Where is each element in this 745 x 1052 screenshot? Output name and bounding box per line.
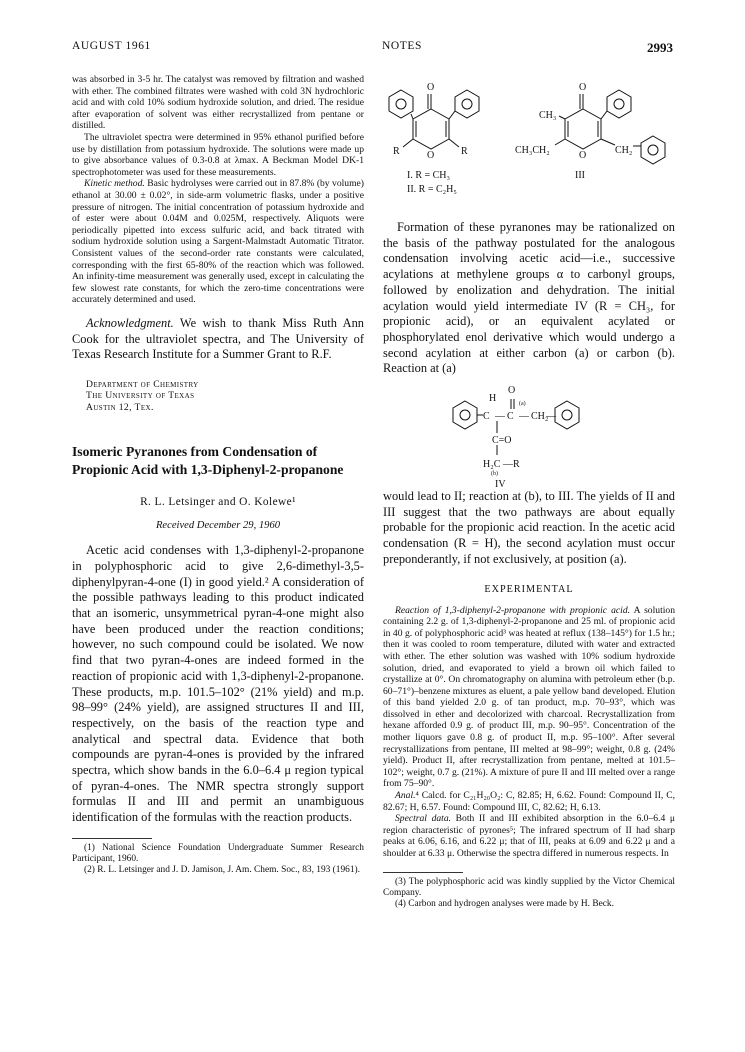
reaction-label: Reaction of 1,3-diphenyl-2-propanone with propionic acid. (395, 604, 631, 616)
discussion-paragraph-2: would lead to II; reaction at (b), to III. The yields of II and III suggest that the two pathways are about equally probable for the propionic acid reaction. In the acetic acid condensation (R = H), the second acylation must occur preponderantly, if not exclusively, at position (a). (383, 489, 675, 566)
left-column (72, 74, 364, 876)
spectral-label: Spectral data. (395, 813, 452, 825)
carbonyl-o-1: O (427, 82, 435, 93)
ethyl-label-III: CH₃CH₂ (515, 145, 550, 156)
intro-paragraph-1: was absorbed in 3-5 hr. The catalyst was removed by filtration and washed with ether. The combined filtrates were washed with cold 3N hydrochloric acid and with cold 10% sodium hydroxide solution, and dried. The residue after evaporation of solvent was either recrystallized from pentane or distilled. (72, 74, 364, 132)
page-number: 2993 (647, 40, 673, 55)
iv-position-a: (a) (519, 401, 526, 408)
article-authors: R. L. Letsinger and O. Kolewe¹ (140, 496, 296, 509)
received-date: Received December 29, 1960 (155, 520, 281, 532)
affiliation-department: Department of Chemistry (86, 378, 199, 390)
iv-dash-2: — (519, 411, 529, 423)
methylene-label-III: CH₂ (615, 145, 633, 156)
phenyl-ring-3 (607, 90, 631, 118)
body-paragraph: Acetic acid condenses with 1,3-diphenyl-2-propanone in polyphosphoric acid to give 2,6-dimethyl-3,5-diphenylpyran-4-one (I) in good yield.² A consideration of the possible pathways leading to this product indicated that an isomeric, unsymmetrical pyran-4-one might also have been produced under the reaction conditions; however, no such compound could be isolated. We now find that two pyran-4-ones are indeed formed in the reaction of propionic acid with 1,3-diphenyl-2-propanone. These products, m.p. 101.5–102° (21% yield) and m.p. 98–99° (24% yield), are assigned structures II and III, respectively, on the basis of the reaction type and analytical and spectral data. Evidence that both compounds are pyran-4-ones is provided by the infrared spectra, which show bands in the 6.0–6.4 μ region typical of pyran-4-ones. The NMR spectra strongly support formulas II and III and permit an unambiguous identification of the formulas with the reaction products. (72, 543, 364, 825)
spectral-text: Both II and III exhibited absorption in the 6.0–6.4 μ region characteristic of pyrones⁵; The infrared spectrum of II had sharp peaks at 6.06, 6.16, and 6.22 μ; that of III, peaks at 6.09 and 6.22 μ and a shoulder at 6.33 μ. Otherwise the spectra differed in numerous respects. In (383, 813, 675, 860)
phenyl-ring-4 (641, 136, 665, 164)
compound-label-I: I. R = CH₃ (407, 170, 451, 181)
experimental-heading: EXPERIMENTAL (484, 583, 574, 595)
substituent-r-left: R (393, 146, 400, 157)
phenyl-ring-1 (389, 90, 413, 118)
affiliation (86, 379, 364, 413)
footnote-divider (72, 838, 152, 839)
iv-oxygen: O (508, 385, 516, 397)
iv-carbon-2: C (507, 411, 514, 423)
kinetic-method-paragraph (72, 178, 364, 306)
pyranone-ring-3 (565, 109, 601, 149)
compound-label-II: II. R = C₂H₅ (407, 184, 457, 195)
acknowledgment-paragraph (72, 316, 364, 363)
analysis-text: ⁴ Calcd. for C₂₁H₂₀O₂: C, 82.85; H, 6.62. Found: Compound II, C, 82.67; H, 6.57. Found: Compound III, C, 82.62; H, 6.13. (383, 790, 675, 813)
footnote-divider-right (383, 872, 463, 873)
iv-methylene: CH₂ (531, 411, 549, 423)
affiliation-city: Austin 12, Tex. (86, 401, 154, 413)
reaction-paragraph (383, 605, 675, 791)
intro-paragraph-2: The ultraviolet spectra were determined in 95% ethanol purified before use by distillation from potassium hydroxide. The solutions were made up to give absorbance values of 0.3-0.8 at λmax. A Beckman Model DK-1 spectrophotometer was used for these measurements. (72, 131, 364, 178)
kinetic-method-label: Kinetic method. (84, 178, 145, 190)
analysis-paragraph (383, 790, 675, 813)
ring-o-3: O (579, 150, 587, 161)
running-head-section: NOTES (382, 40, 423, 52)
iv-hydrogen: H (489, 393, 497, 405)
phenyl-ring-iv-left (453, 401, 477, 429)
pyranone-ring-1 (413, 109, 449, 149)
compound-label-III: III (575, 170, 585, 181)
iv-carbon-1: C (483, 411, 490, 423)
intermediate-iv-figure (383, 377, 675, 489)
ring-o-1: O (427, 150, 435, 161)
affiliation-university: The University of Texas (86, 390, 195, 402)
acknowledgment-text: We wish to thank Miss Ruth Ann Cook for the ultraviolet spectra, and The University of Texas Research Institute for a Summer Grant to R.F. (72, 315, 364, 362)
spectral-paragraph (383, 813, 675, 859)
phenyl-ring-2 (455, 90, 479, 118)
analysis-label: Anal. (395, 790, 416, 802)
article-title: Isomeric Pyranones from Condensation of Propionic Acid with 1,3-Diphenyl-2-propanone (72, 444, 344, 478)
iv-h2c: H₂C (483, 459, 501, 471)
reaction-text: A solution containing 2.2 g. of 1,3-diphenyl-2-propanone and 25 ml. of propionic acid in 40 g. of polyphosphoric acid³ was heated at reflux (138–145°) for 1.5 hr.; then it was cooled to room temperature, diluted with water and extracted with ether. The ether solution was washed with 10% sodium hydroxide solution, dried, and evaporated to yield a brown oil which failed to crystallize at 0°. On chromatography on alumina with petroleum ether (b.p. 60–71°)–benzene mixtures as eluent, a pale yellow band developed. Elution of this band yielded 2.0 g. of tan product, m.p. 70–93°, which was dissolved in ether and decolorized with charcoal. Recrystallization from hexane afforded 0.9 g. of product III, m.p. 90–95°. Concentration of the mother liquors gave 0.8 g. of product II, m.p. 95–100°. After several recrystallizations from pentane, III melted at 98–99°; weight, 0.8 g. (24% yield). Product II, after recrystallization from pentane, melted at 101.5–102°; weight, 0.7 g. (21%). A mixture of pure II and III melted over a range from 75–90°. (383, 604, 675, 790)
iv-r: —R (503, 459, 520, 471)
substituent-r-right: R (461, 146, 468, 157)
iv-dash-1: — (495, 411, 505, 423)
running-head-date: AUGUST 1961 (72, 40, 151, 52)
right-column (383, 74, 675, 910)
methyl-label-III: CH₃ (539, 110, 557, 121)
footnote-3: (3) The polyphosphoric acid was kindly supplied by the Victor Chemical Company. (383, 876, 675, 898)
discussion-paragraph-1: Formation of these pyranones may be rationalized on the basis of the pathway postulated for the analogous condensation involving acetic acid—i.e., successive acylations at methylene groups α to carbonyl groups, followed by enolization and dehydration. The initial acylation would yield intermediate IV (R = CH₃, for propionic acid), or an equivalent acylated or phosphorylated enol derivative which would undergo a second acylation at either carbon (a) or carbon (b). Reaction at (a) (383, 220, 675, 376)
kinetic-method-text: Basic hydrolyses were carried out in 87.8% (by volume) ethanol at 30.00 ± 0.02°, in side-arm volumetric flasks, under a positive pressure of nitrogen. The initial concentration of potassium hydroxide and of ester were about 0.04M and 0.025M, respectively. Aliquots were periodically pipetted into excess sulfuric acid, and back titrated with sodium hydroxide solution using a Sargent-Malmstadt Automatic Titrator. Consistent values of the second-order rate constants were calculated, corresponding with the first 65-80% of the reaction which was followed. An infinity-time measurement was generally used, except in calculating the few slowest rate constants, for which the zero-time concentrations were accurately determined and used. (72, 178, 365, 306)
iv-position-b: (b) (491, 471, 498, 478)
iv-dash-3: — (546, 411, 556, 423)
footnote-4: (4) Carbon and hydrogen analyses were made by H. Beck. (395, 899, 614, 910)
footnote-2: (2) R. L. Letsinger and J. D. Jamison, J. Am. Chem. Soc., 83, 193 (1961). (84, 865, 361, 876)
footnote-1: (1) National Science Foundation Undergraduate Summer Research Participant, 1960. (72, 842, 364, 865)
phenyl-ring-iv-right (555, 401, 579, 429)
pyranone-structures-figure (383, 74, 675, 220)
compound-label-IV: IV (495, 479, 506, 490)
carbonyl-o-3: O (579, 82, 587, 93)
iv-carbonyl: C=O (492, 435, 512, 447)
acknowledgment-label: Acknowledgment. (86, 315, 174, 330)
